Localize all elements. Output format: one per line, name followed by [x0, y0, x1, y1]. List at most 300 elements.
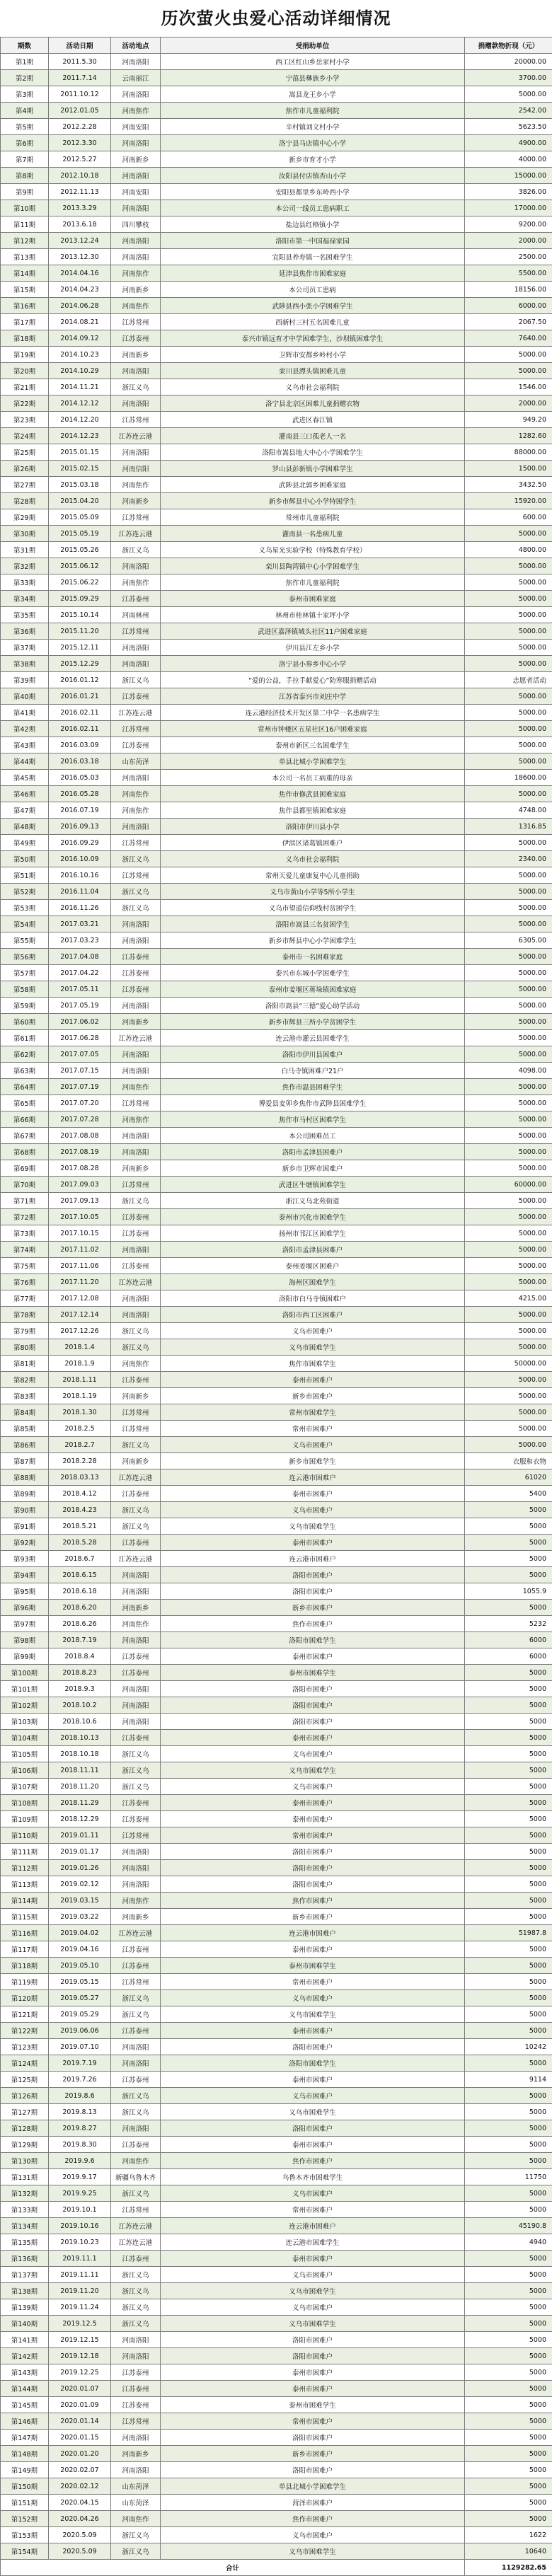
cell-period: 第52期 — [1, 884, 49, 900]
cell-period: 第121期 — [1, 2006, 49, 2023]
cell-amount: 3700.00 — [465, 70, 552, 86]
cell-date: 2018.6.26 — [49, 1616, 111, 1632]
table-row — [1, 2202, 552, 2218]
cell-period: 第11期 — [1, 216, 49, 233]
cell-location: 河南焦作 — [111, 1893, 161, 1909]
cell-location: 河南洛阳 — [111, 1714, 161, 1730]
table-row — [1, 2495, 552, 2511]
table-row — [1, 265, 552, 282]
cell-amount: 5000 — [465, 2120, 552, 2137]
table-row — [1, 998, 552, 1014]
cell-date: 2012.11.13 — [49, 184, 111, 200]
cell-recipient: 泰州市困难户 — [161, 1811, 465, 1827]
cell-recipient: 洛宁县北京区困难儿童捐赠衣物 — [161, 395, 465, 412]
cell-date: 2019.05.10 — [49, 1958, 111, 1974]
cell-period: 第110期 — [1, 1827, 49, 1844]
cell-period: 第87期 — [1, 1453, 49, 1469]
cell-location: 浙江义乌 — [111, 2283, 161, 2299]
table-row — [1, 1974, 552, 1990]
cell-date: 2018.8.4 — [49, 1648, 111, 1665]
table-row — [1, 1583, 552, 1600]
cell-location: 江苏泰州 — [111, 1372, 161, 1388]
cell-date: 2019.10.16 — [49, 2218, 111, 2234]
cell-amount: 5000.00 — [465, 884, 552, 900]
table-row — [1, 2055, 552, 2072]
cell-location: 河南洛阳 — [111, 2332, 161, 2348]
cell-period: 第37期 — [1, 640, 49, 656]
table-row — [1, 2023, 552, 2039]
cell-recipient: 洛阳市困难户 — [161, 1876, 465, 1893]
cell-recipient: 泰州市新区三名困难学生 — [161, 737, 465, 753]
table-row — [1, 1714, 552, 1730]
cell-period: 第144期 — [1, 2381, 49, 2397]
table-row — [1, 119, 552, 135]
cell-location: 河南洛阳 — [111, 395, 161, 412]
cell-period: 第38期 — [1, 656, 49, 672]
cell-date: 2017.05.11 — [49, 981, 111, 998]
cell-location: 河南新乡 — [111, 1160, 161, 1177]
cell-amount: 5000 — [465, 1681, 552, 1697]
cell-amount: 5000 — [465, 1600, 552, 1616]
table-row — [1, 1437, 552, 1453]
cell-period: 第75期 — [1, 1258, 49, 1274]
table-row — [1, 54, 552, 70]
cell-recipient: 新乡市困难户 — [161, 1388, 465, 1404]
cell-location: 浙江义乌 — [111, 1502, 161, 1518]
cell-period: 第25期 — [1, 444, 49, 461]
cell-amount: 5000 — [465, 1665, 552, 1681]
table-row — [1, 1518, 552, 1535]
table-row — [1, 330, 552, 347]
cell-period: 第98期 — [1, 1632, 49, 1648]
cell-amount: 3826.00 — [465, 184, 552, 200]
cell-recipient: 栾川县潭头镇困难儿童 — [161, 363, 465, 379]
table-row — [1, 184, 552, 200]
cell-date: 2019.05.29 — [49, 2006, 111, 2023]
cell-date: 2018.7.19 — [49, 1632, 111, 1648]
cell-date: 2019.12.5 — [49, 2316, 111, 2332]
table-row — [1, 591, 552, 607]
cell-location: 河南洛阳 — [111, 1144, 161, 1160]
cell-recipient: 义乌市困难户 — [161, 2527, 465, 2543]
cell-amount: 5000.00 — [465, 1160, 552, 1177]
cell-date: 2018.1.9 — [49, 1356, 111, 1372]
table-row — [1, 1469, 552, 1486]
cell-location: 河南新乡 — [111, 1909, 161, 1925]
cell-amount: 5000.00 — [465, 1388, 552, 1404]
cell-period: 第136期 — [1, 2251, 49, 2267]
cell-period: 第69期 — [1, 1160, 49, 1177]
cell-location: 河南洛阳 — [111, 200, 161, 216]
cell-amount: 5623.50 — [465, 119, 552, 135]
cell-date: 2018.10.2 — [49, 1697, 111, 1714]
page-title: 历次萤火虫爱心活动详细情况 — [0, 0, 552, 37]
table-row — [1, 1111, 552, 1128]
cell-amount: 50000.00 — [465, 1356, 552, 1372]
cell-amount: 5000 — [465, 2413, 552, 2430]
cell-recipient: 义乌市困难户 — [161, 2267, 465, 2283]
cell-date: 2017.07.15 — [49, 1063, 111, 1079]
cell-amount: 5000 — [465, 1974, 552, 1990]
cell-location: 河南焦作 — [111, 298, 161, 314]
cell-date: 2020.01.15 — [49, 2430, 111, 2446]
cell-amount: 600.00 — [465, 509, 552, 526]
table-row — [1, 2251, 552, 2267]
table-row — [1, 151, 552, 168]
cell-amount: 5000 — [465, 2446, 552, 2462]
cell-amount: 5000.00 — [465, 1274, 552, 1290]
cell-date: 2019.05.15 — [49, 1974, 111, 1990]
table-row — [1, 2397, 552, 2413]
table-row — [1, 1486, 552, 1502]
table-row — [1, 86, 552, 103]
cell-location: 浙江义乌 — [111, 1762, 161, 1779]
cell-location: 江苏泰州 — [111, 1811, 161, 1827]
cell-date: 2018.2.5 — [49, 1421, 111, 1437]
cell-period: 第53期 — [1, 900, 49, 916]
table-row — [1, 1258, 552, 1274]
cell-recipient: 洛阳市困难户 — [161, 1681, 465, 1697]
cell-location: 河南焦作 — [111, 1079, 161, 1095]
cell-period: 第12期 — [1, 233, 49, 249]
cell-date: 2016.11.26 — [49, 900, 111, 916]
table-row — [1, 1290, 552, 1307]
cell-amount: 2542.00 — [465, 103, 552, 119]
cell-recipient: 义乌市社会福利院 — [161, 851, 465, 867]
cell-location: 江苏常州 — [111, 835, 161, 851]
cell-period: 第48期 — [1, 819, 49, 835]
cell-location: 河南焦作 — [111, 2153, 161, 2169]
cell-recipient: 洛阳市困难户 — [161, 1697, 465, 1714]
cell-date: 2017.06.28 — [49, 1030, 111, 1046]
cell-location: 河南洛阳 — [111, 1632, 161, 1648]
cell-amount: 5000 — [465, 2006, 552, 2023]
cell-date: 2017.09.13 — [49, 1193, 111, 1209]
cell-location: 江苏常州 — [111, 1095, 161, 1111]
cell-amount: 5000.00 — [465, 640, 552, 656]
cell-location: 江苏泰州 — [111, 2023, 161, 2039]
cell-date: 2012.3.30 — [49, 135, 111, 151]
table-row — [1, 2511, 552, 2527]
cell-amount: 5000.00 — [465, 688, 552, 705]
cell-period: 第81期 — [1, 1356, 49, 1372]
table-row — [1, 2104, 552, 2120]
cell-location: 河南焦作 — [111, 802, 161, 819]
cell-date: 2017.08.28 — [49, 1160, 111, 1177]
cell-amount: 5400 — [465, 1486, 552, 1502]
cell-date: 2015.04.20 — [49, 493, 111, 509]
cell-location: 江苏泰州 — [111, 1941, 161, 1958]
cell-period: 第88期 — [1, 1469, 49, 1486]
cell-amount: 5000.00 — [465, 1128, 552, 1144]
cell-amount: 5000 — [465, 2055, 552, 2072]
cell-location: 江苏连云港 — [111, 1030, 161, 1046]
cell-date: 2018.6.7 — [49, 1551, 111, 1567]
cell-amount: 5000.00 — [465, 867, 552, 884]
cell-amount: 5000.00 — [465, 1225, 552, 1242]
cell-date: 2015.06.12 — [49, 558, 111, 574]
cell-location: 河南焦作 — [111, 103, 161, 119]
cell-amount: 15000.00 — [465, 168, 552, 184]
cell-recipient: 焦作市困难户 — [161, 1893, 465, 1909]
cell-period: 第58期 — [1, 981, 49, 998]
cell-recipient: 义乌市困难户 — [161, 1990, 465, 2006]
cell-date: 2019.01.17 — [49, 1844, 111, 1860]
cell-location: 江苏泰州 — [111, 2251, 161, 2267]
cell-date: 2017.12.14 — [49, 1307, 111, 1323]
cell-period: 第93期 — [1, 1551, 49, 1567]
cell-location: 浙江义乌 — [111, 1339, 161, 1356]
cell-location: 江苏连云港 — [111, 2234, 161, 2251]
cell-amount: 11750 — [465, 2169, 552, 2185]
cell-recipient: 辛村镇刘文村小学 — [161, 119, 465, 135]
cell-recipient: 义乌市困难户 — [161, 1323, 465, 1339]
table-row — [1, 1860, 552, 1876]
cell-date: 2016.02.11 — [49, 705, 111, 721]
cell-amount: 5000.00 — [465, 998, 552, 1014]
cell-recipient: 泰兴市东城小学困难学生 — [161, 965, 465, 981]
cell-date: 2017.11.06 — [49, 1258, 111, 1274]
cell-recipient: 泰州市困难户 — [161, 2251, 465, 2267]
cell-date: 2018.6.15 — [49, 1567, 111, 1583]
cell-period: 第1期 — [1, 54, 49, 70]
cell-amount: 10640 — [465, 2543, 552, 2560]
cell-recipient: 嵩县龙王乡小学 — [161, 86, 465, 103]
cell-amount: 5000 — [465, 1535, 552, 1551]
table-row — [1, 1177, 552, 1193]
cell-period: 第151期 — [1, 2495, 49, 2511]
cell-recipient: 洛宁县小界乡中心小学 — [161, 656, 465, 672]
cell-amount: 5000 — [465, 1551, 552, 1567]
table-row — [1, 753, 552, 770]
cell-location: 河南洛阳 — [111, 2348, 161, 2364]
cell-date: 2019.8.27 — [49, 2120, 111, 2137]
cell-location: 河南新乡 — [111, 282, 161, 298]
cell-period: 第8期 — [1, 168, 49, 184]
table-row — [1, 1209, 552, 1225]
cell-recipient: 汝阳县付店镇杏山小学 — [161, 168, 465, 184]
cell-recipient: 常州市困难学生 — [161, 1404, 465, 1421]
cell-recipient: 洛阳市嵩县地大中心小学困难学生 — [161, 444, 465, 461]
cell-period: 第66期 — [1, 1111, 49, 1128]
cell-recipient: 菏泽市困难户 — [161, 2495, 465, 2511]
cell-period: 第153期 — [1, 2527, 49, 2543]
cell-location: 江苏常州 — [111, 623, 161, 640]
table-row — [1, 2169, 552, 2185]
table-row — [1, 1339, 552, 1356]
cell-period: 第26期 — [1, 461, 49, 477]
cell-date: 2017.10.05 — [49, 1209, 111, 1225]
cell-location: 河南焦作 — [111, 786, 161, 802]
table-row — [1, 2332, 552, 2348]
cell-location: 河南洛阳 — [111, 932, 161, 949]
cell-recipient: 洛阳市困难户 — [161, 2332, 465, 2348]
cell-amount: 2500.00 — [465, 249, 552, 265]
table-row — [1, 1844, 552, 1860]
cell-recipient: 常州市困难户 — [161, 2202, 465, 2218]
table-row — [1, 1632, 552, 1648]
header-row — [1, 37, 552, 54]
cell-period: 第44期 — [1, 753, 49, 770]
table-row — [1, 1551, 552, 1567]
cell-amount: 5000.00 — [465, 916, 552, 932]
cell-location: 江苏泰州 — [111, 1258, 161, 1274]
cell-date: 2019.11.20 — [49, 2283, 111, 2299]
cell-amount: 4098.00 — [465, 1063, 552, 1079]
cell-location: 河南洛阳 — [111, 770, 161, 786]
cell-amount: 5000 — [465, 1697, 552, 1714]
cell-amount: 5000.00 — [465, 737, 552, 753]
cell-period: 第126期 — [1, 2088, 49, 2104]
cell-location: 河南洛阳 — [111, 640, 161, 656]
table-row — [1, 2234, 552, 2251]
cell-date: 2013.12.30 — [49, 249, 111, 265]
cell-period: 第140期 — [1, 2316, 49, 2332]
cell-location: 浙江义乌 — [111, 1990, 161, 2006]
cell-period: 第36期 — [1, 623, 49, 640]
cell-period: 第13期 — [1, 249, 49, 265]
cell-amount: 5000.00 — [465, 1437, 552, 1453]
cell-recipient: 新乡市困难户 — [161, 2446, 465, 2462]
cell-location: 河南洛阳 — [111, 363, 161, 379]
cell-recipient: 洛阳市困难户 — [161, 1583, 465, 1600]
cell-amount: 4748.00 — [465, 802, 552, 819]
cell-recipient: 义乌市黄山小学等5所小学生 — [161, 884, 465, 900]
cell-amount: 5000.00 — [465, 591, 552, 607]
cell-amount: 5000.00 — [465, 1193, 552, 1209]
cell-period: 第147期 — [1, 2430, 49, 2446]
cell-location: 江苏常州 — [111, 509, 161, 526]
cell-recipient: 连云港经济技术开发区第二中学一名患病学生 — [161, 705, 465, 721]
cell-recipient: 泰州市困难家庭 — [161, 591, 465, 607]
cell-location: 浙江义乌 — [111, 2299, 161, 2316]
cell-amount: 5000.00 — [465, 835, 552, 851]
cell-location: 江苏连云港 — [111, 1551, 161, 1567]
cell-amount: 5000.00 — [465, 1209, 552, 1225]
cell-period: 第43期 — [1, 737, 49, 753]
cell-period: 第135期 — [1, 2234, 49, 2251]
cell-date: 2011.5.30 — [49, 54, 111, 70]
cell-date: 2018.1.30 — [49, 1404, 111, 1421]
cell-period: 第3期 — [1, 86, 49, 103]
table-row — [1, 688, 552, 705]
cell-amount: 4900.00 — [465, 135, 552, 151]
cell-amount: 5000 — [465, 2202, 552, 2218]
cell-period: 第49期 — [1, 835, 49, 851]
cell-recipient: 洛阳市嵩县三名贫困学生 — [161, 916, 465, 932]
cell-period: 第152期 — [1, 2511, 49, 2527]
cell-location: 河南洛阳 — [111, 1876, 161, 1893]
table-row — [1, 607, 552, 623]
cell-period: 第62期 — [1, 1046, 49, 1063]
cell-amount: 5000 — [465, 1893, 552, 1909]
cell-amount: 4940 — [465, 2234, 552, 2251]
cell-period: 第57期 — [1, 965, 49, 981]
cell-location: 河南洛阳 — [111, 168, 161, 184]
cell-amount: 5000 — [465, 2251, 552, 2267]
cell-period: 第149期 — [1, 2462, 49, 2478]
cell-date: 2015.05.09 — [49, 509, 111, 526]
cell-amount: 1500.00 — [465, 461, 552, 477]
cell-period: 第113期 — [1, 1876, 49, 1893]
cell-period: 第154期 — [1, 2543, 49, 2560]
cell-location: 云南丽江 — [111, 70, 161, 86]
cell-amount: 5000.00 — [465, 526, 552, 542]
cell-period: 第141期 — [1, 2332, 49, 2348]
table-row — [1, 542, 552, 558]
cell-recipient: 洛阳市西工区困难户 — [161, 1307, 465, 1323]
cell-date: 2019.12.15 — [49, 2332, 111, 2348]
cell-location: 河南焦作 — [111, 477, 161, 493]
cell-date: 2020.04.26 — [49, 2511, 111, 2527]
cell-period: 第18期 — [1, 330, 49, 347]
cell-amount: 5000 — [465, 2283, 552, 2299]
cell-recipient: 泰州市困难户 — [161, 2364, 465, 2381]
cell-date: 2018.6.18 — [49, 1583, 111, 1600]
table-row — [1, 1274, 552, 1290]
cell-location: 河南信阳 — [111, 461, 161, 477]
cell-recipient: 新乡市困难学生 — [161, 1453, 465, 1469]
cell-period: 第29期 — [1, 509, 49, 526]
cell-recipient: 连云港市困难户 — [161, 1469, 465, 1486]
table-row — [1, 802, 552, 819]
cell-date: 2019.03.15 — [49, 1893, 111, 1909]
table-row — [1, 444, 552, 461]
cell-recipient: 洛阳市困难户 — [161, 1714, 465, 1730]
cell-location: 河南焦作 — [111, 1111, 161, 1128]
table-row — [1, 526, 552, 542]
cell-amount: 5000 — [465, 1811, 552, 1827]
cell-location: 江苏泰州 — [111, 688, 161, 705]
cell-amount: 5000.00 — [465, 949, 552, 965]
cell-date: 2018.5.21 — [49, 1518, 111, 1535]
cell-amount: 5000.00 — [465, 1242, 552, 1258]
cell-recipient: 白马寺镇困难户21户 — [161, 1063, 465, 1079]
cell-amount: 5000.00 — [465, 623, 552, 640]
cell-date: 2015.12.29 — [49, 656, 111, 672]
cell-period: 第78期 — [1, 1307, 49, 1323]
table-row — [1, 2478, 552, 2495]
cell-amount: 5000 — [465, 2153, 552, 2169]
cell-period: 第32期 — [1, 558, 49, 574]
table-row — [1, 2413, 552, 2430]
cell-period: 第39期 — [1, 672, 49, 688]
cell-amount: 5000 — [465, 1990, 552, 2006]
cell-date: 2018.6.20 — [49, 1600, 111, 1616]
cell-location: 江苏泰州 — [111, 1730, 161, 1746]
cell-recipient: 洛阳市困难户 — [161, 2430, 465, 2446]
cell-amount: 5000 — [465, 2364, 552, 2381]
cell-date: 2019.9.6 — [49, 2153, 111, 2169]
cell-recipient: 泰州市困难学生 — [161, 1958, 465, 1974]
cell-date: 2015.12.11 — [49, 640, 111, 656]
cell-date: 2020.02.07 — [49, 2462, 111, 2478]
cell-date: 2015.05.19 — [49, 526, 111, 542]
cell-recipient: 焦作市修武县困难家庭 — [161, 786, 465, 802]
table-row — [1, 656, 552, 672]
cell-date: 2016.03.09 — [49, 737, 111, 753]
cell-recipient: 海州区困难学生 — [161, 1274, 465, 1290]
cell-period: 第50期 — [1, 851, 49, 867]
cell-recipient: 伊滨区诸葛镇困难户 — [161, 835, 465, 851]
cell-amount: 5000 — [465, 2495, 552, 2511]
cell-amount: 5000.00 — [465, 1111, 552, 1128]
cell-date: 2018.12.29 — [49, 1811, 111, 1827]
cell-amount: 5000.00 — [465, 1372, 552, 1388]
cell-period: 第85期 — [1, 1421, 49, 1437]
table-row — [1, 1909, 552, 1925]
cell-location: 河南洛阳 — [111, 819, 161, 835]
